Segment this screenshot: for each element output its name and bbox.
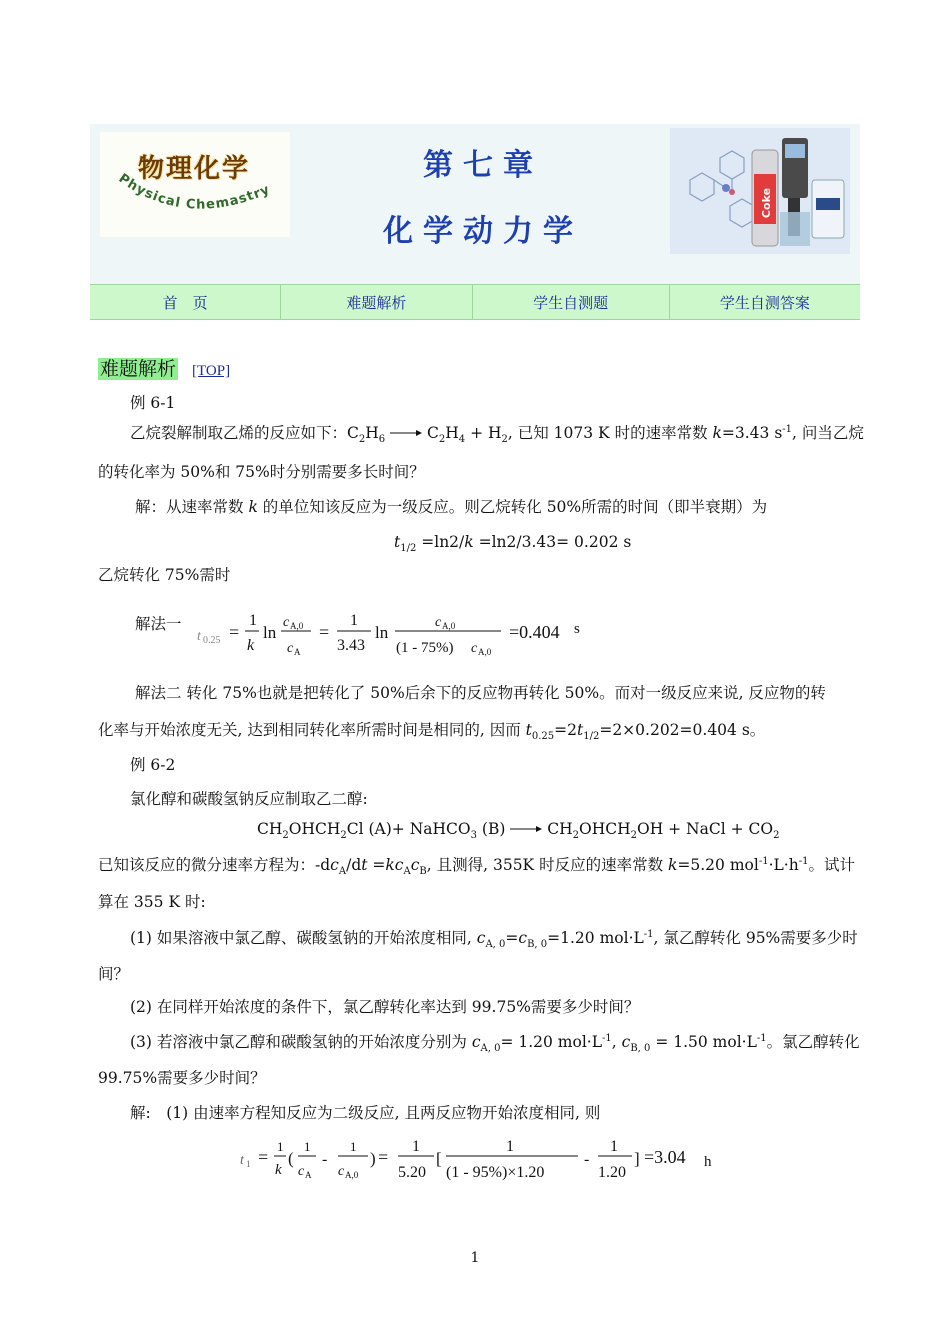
ex2-rate-line1: 已知该反应的微分速率方程为：$-dc_A/dt =kc_Ac_B$, 且测得, 355K 时反应的速率常数 k=5.20 $mol^{-1}\cdot L\cdot h^{-1}$。试计 xyxy=(98,855,855,878)
section-title: 难题解析 xyxy=(100,358,177,380)
svg-text:c: c xyxy=(338,1164,345,1179)
svg-text:k: k xyxy=(247,637,255,654)
svg-text:A: A xyxy=(294,647,301,657)
ex1-solution-line1: 解：从速率常数 k 的单位知该反应为一级反应。则乙烷转化 50%所需的时间（即半衰期）为 xyxy=(135,498,768,516)
ex2-rate-line2: 算在 355 K 时: xyxy=(98,893,206,911)
svg-text:=: = xyxy=(319,622,330,642)
svg-text:=: = xyxy=(229,622,240,642)
chapter-title: 化学动力学 xyxy=(383,214,583,249)
top-link[interactable]: [TOP] xyxy=(192,363,231,379)
svg-text:h: h xyxy=(704,1154,712,1170)
ex2-question3-line1: (3) 若溶液中氯乙醇和碳酸氢钠的开始浓度分别为 $c_{A, 0}= 1.20$ $mol\cdot L^{-1}$, $c_{B, 0} = 1.50$ $mol\cdot L^{-1}$。氯乙醇转化 xyxy=(130,1032,860,1055)
svg-text:1: 1 xyxy=(506,1138,514,1155)
ex2-question1-line2: 间？ xyxy=(98,965,130,983)
chapter-nav xyxy=(90,284,860,320)
example-6-2-label: 例 6-2 xyxy=(130,756,176,774)
ex2-question3-line2: 99.75%需要多少时间？ xyxy=(98,1069,266,1087)
svg-text:1.20: 1.20 xyxy=(598,1164,626,1181)
svg-text:3.43: 3.43 xyxy=(337,637,365,654)
svg-text:(1 - 75%): (1 - 75%) xyxy=(396,640,454,656)
nav-self-test[interactable]: 学生自测题 xyxy=(472,285,669,319)
svg-text:]: ] xyxy=(634,1149,640,1168)
svg-text:ln: ln xyxy=(263,623,277,642)
svg-text:=0.404: =0.404 xyxy=(509,622,560,642)
second-order-formula xyxy=(238,1132,728,1186)
svg-text:t: t xyxy=(240,1153,244,1168)
ex2-solution-line1: 解: (1) 由速率方程知反应为二级反应, 且两反应物开始浓度相同, 则 xyxy=(130,1104,601,1122)
ex1-half-life-formula: $t_{1/2} =\ln 2/k =\ln 2/3.43= 0.202$ s xyxy=(394,533,632,555)
svg-text:1: 1 xyxy=(277,1139,284,1154)
svg-text:s: s xyxy=(574,621,580,637)
svg-text:1: 1 xyxy=(610,1138,618,1155)
svg-text:5.20: 5.20 xyxy=(398,1164,426,1181)
ex2-intro: 氯化醇和碳酸氢钠反应制取乙二醇: xyxy=(130,790,368,808)
svg-text:c: c xyxy=(298,1164,305,1179)
svg-text:(1 - 95%)×1.20: (1 - 95%)×1.20 xyxy=(446,1164,545,1181)
ex1-problem-line2: 的转化率为 50%和 75%时分别需要多长时间？ xyxy=(98,463,425,481)
svg-text:t: t xyxy=(197,629,201,644)
ex2-question1-line1: (1) 如果溶液中氯乙醇、碳酸氢钠的开始浓度相同, $c_{A, 0}=c_{B, 0}=1.20$ $mol\cdot L^{-1}$, 氯乙醇转化 95%需要多少时 xyxy=(130,928,858,951)
reaction-arrow-icon xyxy=(510,824,542,834)
svg-text:A,0: A,0 xyxy=(345,1170,359,1180)
svg-text:1: 1 xyxy=(350,1139,357,1154)
example-6-1-label: 例 6-1 xyxy=(130,394,176,412)
reaction-arrow-icon xyxy=(390,428,422,438)
method-two-line2: 化率与开始浓度无关, 达到相同转化率所需时间是相同的, 因而 $t_{0.25}=2t_{1/2}=2\times 0.202=0.404$ s。 xyxy=(98,721,766,743)
svg-text:[: [ xyxy=(436,1149,442,1168)
svg-text:A,0: A,0 xyxy=(442,621,456,631)
chapter-number: 第七章 xyxy=(423,148,543,183)
method-two-line1: 解法二 转化 75%也就是把转化了 50%后余下的反应物再转化 50%。而对一级反应来说, 反应物的转 xyxy=(135,684,826,702)
svg-text:A,0: A,0 xyxy=(478,647,492,657)
svg-text:c: c xyxy=(283,615,290,630)
svg-text:0.25: 0.25 xyxy=(203,635,221,646)
svg-text:1: 1 xyxy=(350,612,358,629)
svg-text:1: 1 xyxy=(412,1138,420,1155)
svg-text:c: c xyxy=(287,641,294,656)
nav-problem-analysis[interactable]: 难题解析 xyxy=(280,285,471,319)
nav-home[interactable]: 首 页 xyxy=(162,293,208,312)
method-one-formula xyxy=(195,605,585,661)
svg-text:-: - xyxy=(584,1151,590,1168)
page-number: 1 xyxy=(470,1250,480,1266)
chemistry-illustration xyxy=(670,128,850,254)
svg-text:(: ( xyxy=(288,1149,294,1168)
section-header xyxy=(98,354,230,381)
svg-text:): ) xyxy=(370,1149,376,1168)
svg-text:1: 1 xyxy=(246,1159,251,1169)
logo-subtitle: Physical Chemastry xyxy=(115,172,273,213)
svg-text:ln: ln xyxy=(375,623,389,642)
method-one-label: 解法一 xyxy=(135,615,182,633)
nav-self-test-answers[interactable]: 学生自测答案 xyxy=(669,285,860,319)
logo-title: 物理化学 xyxy=(138,154,251,184)
ex1-t75-label: 乙烷转化 75%需时 xyxy=(98,566,231,584)
svg-text:c: c xyxy=(471,641,478,656)
svg-text:=3.04: =3.04 xyxy=(644,1147,686,1167)
svg-text:-: - xyxy=(322,1151,328,1168)
svg-text:k: k xyxy=(275,1162,282,1178)
svg-text:=: = xyxy=(258,1147,269,1167)
svg-text:=: = xyxy=(378,1147,389,1167)
svg-text:A,0: A,0 xyxy=(290,621,304,631)
ex2-reaction-equation: $CH_2OHCH_2Cl$ (A)+ NaHCO$_3$ (B) $CH_2OHCH_2OH$ + NaCl + $CO_2$ xyxy=(257,820,780,842)
svg-text:1: 1 xyxy=(304,1139,311,1154)
svg-text:A: A xyxy=(305,1170,312,1180)
ex2-question2: (2) 在同样开始浓度的条件下，氯乙醇转化率达到 99.75%需要多少时间？ xyxy=(130,998,640,1016)
svg-text:c: c xyxy=(435,615,442,630)
chapter-banner xyxy=(90,124,860,284)
svg-text:1: 1 xyxy=(249,612,257,629)
svg-text:Coke: Coke xyxy=(760,187,773,219)
ex1-problem-line1: 乙烷裂解制取乙烯的反应如下：$C_2H_6$ $C_2H_4 + H_2$, 已知 1073 K 时的速率常数 k=3.43 $s^{-1}$, 问当乙烷 xyxy=(130,423,864,446)
